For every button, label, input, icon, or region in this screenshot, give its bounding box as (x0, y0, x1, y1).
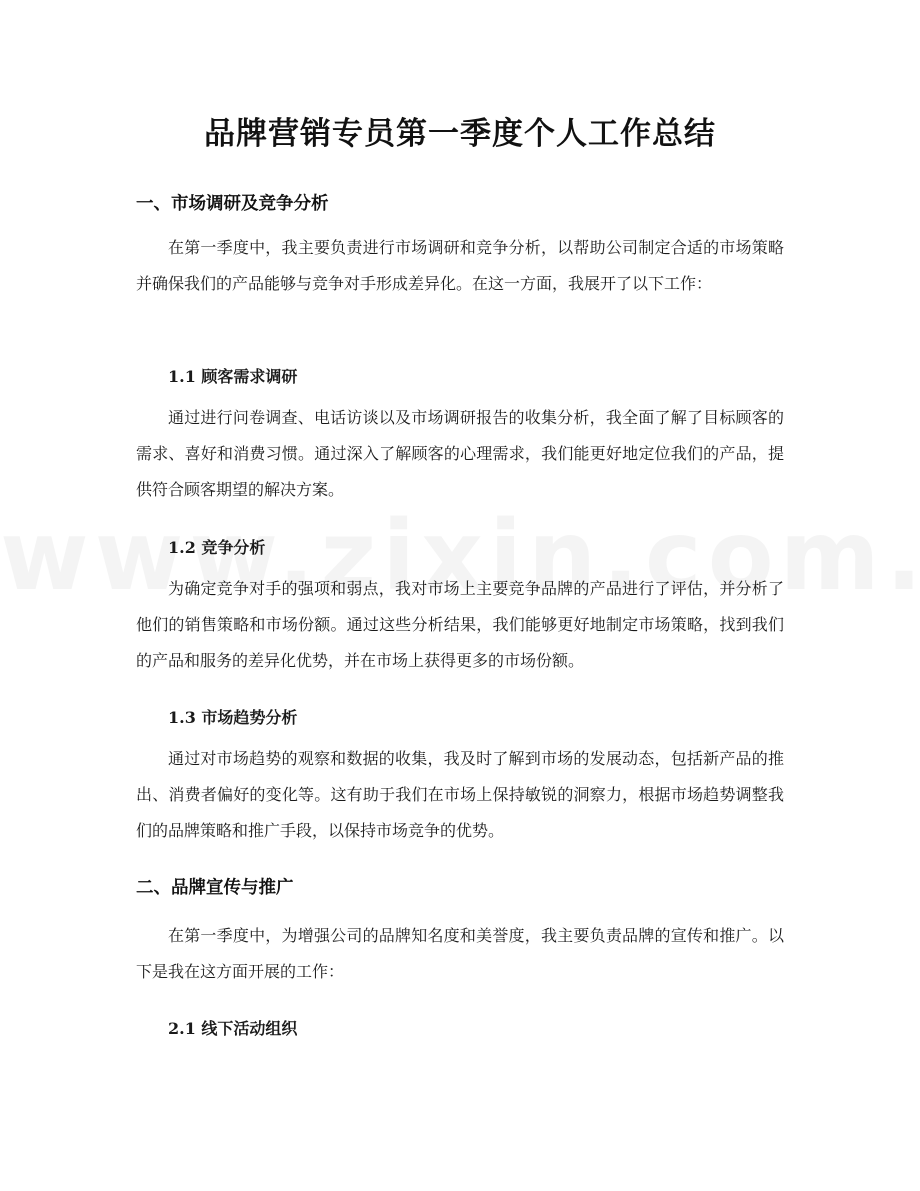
section-1-heading: 一、市场调研及竞争分析 (136, 194, 329, 214)
subsection-1-3-text: 通过对市场趋势的观察和数据的收集，我及时了解到市场的发展动态，包括新产品的推出、消费者偏好的变化等。这有助于我们在市场上保持敏锐的洞察力，根据市场趋势调整我们的品牌策略和推广手段，以保持市场竞争的优势。 (136, 749, 784, 840)
subsection-1-3-heading: 1.3 市场趋势分析 (168, 708, 298, 727)
document-title: 品牌营销专员第一季度个人工作总结 (204, 116, 716, 152)
subsection-1-1-text: 通过进行问卷调查、电话访谈以及市场调研报告的收集分析，我全面了解了目标顾客的需求、喜好和消费习惯。通过深入了解顾客的心理需求，我们能更好地定位我们的产品，提供符合顾客期望的解决方案。 (136, 408, 784, 499)
section-1-intro: 在第一季度中，我主要负责进行市场调研和竞争分析，以帮助公司制定合适的市场策略并确保我们的产品能够与竞争对手形成差异化。在这一方面，我展开了以下工作： (136, 238, 784, 293)
subsection-1-2-heading: 1.2 竞争分析 (168, 538, 266, 557)
section-2-heading: 二、品牌宣传与推广 (136, 878, 294, 898)
section-2-intro: 在第一季度中，为增强公司的品牌知名度和美誉度，我主要负责品牌的宣传和推广。以下是我在这方面开展的工作： (136, 926, 784, 981)
subsection-1-2-text: 为确定竞争对手的强项和弱点，我对市场上主要竞争品牌的产品进行了评估，并分析了他们的销售策略和市场份额。通过这些分析结果，我们能够更好地制定市场策略，找到我们的产品和服务的差异化优势，并在市场上获得更多的市场份额。 (136, 579, 784, 670)
subsection-2-1-heading: 2.1 线下活动组织 (168, 1019, 298, 1038)
subsection-1-1-heading: 1.1 顾客需求调研 (168, 367, 298, 386)
